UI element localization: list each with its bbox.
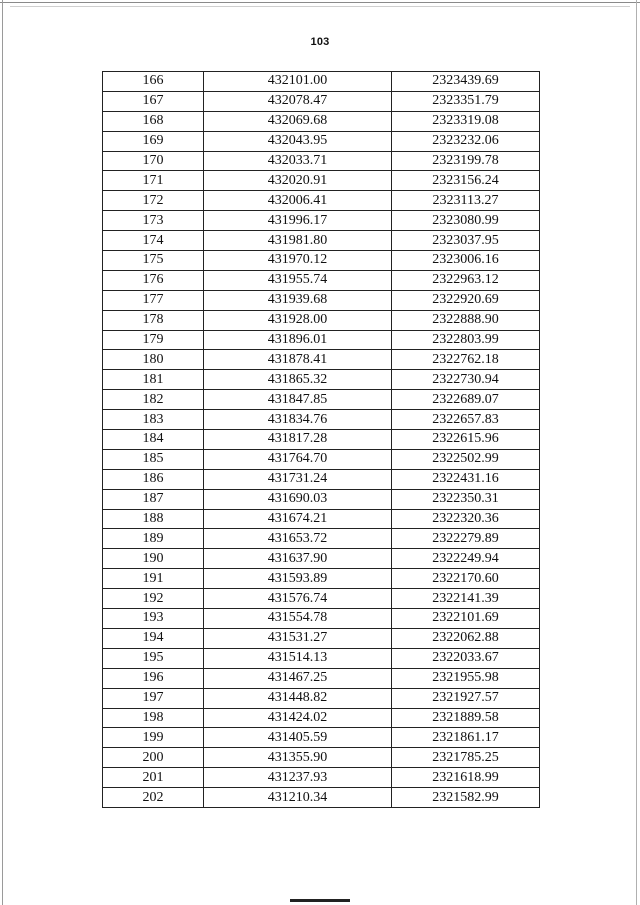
x-coordinate-cell: 431690.03 xyxy=(204,489,392,509)
table-row xyxy=(103,708,540,728)
y-coordinate-cell: 2323232.06 xyxy=(392,131,540,151)
x-coordinate-cell: 431405.59 xyxy=(204,728,392,748)
table-row xyxy=(103,609,540,629)
y-coordinate-cell: 2322101.69 xyxy=(392,609,540,629)
table-row xyxy=(103,549,540,569)
x-coordinate-cell: 431955.74 xyxy=(204,270,392,290)
point-number-cell: 170 xyxy=(103,151,204,171)
x-coordinate-cell: 431674.21 xyxy=(204,509,392,529)
point-number-cell: 199 xyxy=(103,728,204,748)
y-coordinate-cell: 2323156.24 xyxy=(392,171,540,191)
table-row xyxy=(103,111,540,131)
y-coordinate-cell: 2321955.98 xyxy=(392,668,540,688)
table-row xyxy=(103,211,540,231)
point-number-cell: 174 xyxy=(103,231,204,251)
table-row xyxy=(103,509,540,529)
table-row xyxy=(103,668,540,688)
x-coordinate-cell: 431878.41 xyxy=(204,350,392,370)
x-coordinate-cell: 431653.72 xyxy=(204,529,392,549)
point-number-cell: 192 xyxy=(103,589,204,609)
y-coordinate-cell: 2321785.25 xyxy=(392,748,540,768)
table-row xyxy=(103,270,540,290)
point-number-cell: 187 xyxy=(103,489,204,509)
y-coordinate-cell: 2321889.58 xyxy=(392,708,540,728)
point-number-cell: 197 xyxy=(103,688,204,708)
x-coordinate-cell: 431970.12 xyxy=(204,251,392,271)
point-number-cell: 191 xyxy=(103,569,204,589)
table-row xyxy=(103,529,540,549)
y-coordinate-cell: 2322431.16 xyxy=(392,469,540,489)
table-row xyxy=(103,330,540,350)
point-number-cell: 200 xyxy=(103,748,204,768)
table-row xyxy=(103,430,540,450)
y-coordinate-cell: 2321861.17 xyxy=(392,728,540,748)
point-number-cell: 201 xyxy=(103,768,204,788)
x-coordinate-cell: 432101.00 xyxy=(204,72,392,92)
scan-bottom-mark xyxy=(290,899,350,902)
y-coordinate-cell: 2322170.60 xyxy=(392,569,540,589)
x-coordinate-cell: 431847.85 xyxy=(204,390,392,410)
x-coordinate-cell: 431939.68 xyxy=(204,290,392,310)
point-number-cell: 171 xyxy=(103,171,204,191)
page-number: 103 xyxy=(310,36,330,48)
x-coordinate-cell: 431637.90 xyxy=(204,549,392,569)
table-row xyxy=(103,410,540,430)
table-row xyxy=(103,788,540,808)
table-row xyxy=(103,489,540,509)
y-coordinate-cell: 2322762.18 xyxy=(392,350,540,370)
x-coordinate-cell: 431448.82 xyxy=(204,688,392,708)
x-coordinate-cell: 432069.68 xyxy=(204,111,392,131)
y-coordinate-cell: 2323113.27 xyxy=(392,191,540,211)
y-coordinate-cell: 2321582.99 xyxy=(392,788,540,808)
coordinate-table xyxy=(102,71,540,808)
y-coordinate-cell: 2321927.57 xyxy=(392,688,540,708)
x-coordinate-cell: 431210.34 xyxy=(204,788,392,808)
x-coordinate-cell: 431514.13 xyxy=(204,648,392,668)
scan-border-top xyxy=(0,2,640,3)
y-coordinate-cell: 2322249.94 xyxy=(392,549,540,569)
x-coordinate-cell: 431817.28 xyxy=(204,430,392,450)
y-coordinate-cell: 2322657.83 xyxy=(392,410,540,430)
point-number-cell: 180 xyxy=(103,350,204,370)
point-number-cell: 175 xyxy=(103,251,204,271)
table-row xyxy=(103,72,540,92)
y-coordinate-cell: 2322062.88 xyxy=(392,628,540,648)
point-number-cell: 193 xyxy=(103,609,204,629)
x-coordinate-cell: 431928.00 xyxy=(204,310,392,330)
point-number-cell: 189 xyxy=(103,529,204,549)
x-coordinate-cell: 431764.70 xyxy=(204,449,392,469)
x-coordinate-cell: 431731.24 xyxy=(204,469,392,489)
point-number-cell: 183 xyxy=(103,410,204,430)
point-number-cell: 184 xyxy=(103,430,204,450)
table-row xyxy=(103,350,540,370)
y-coordinate-cell: 2323037.95 xyxy=(392,231,540,251)
x-coordinate-cell: 431865.32 xyxy=(204,370,392,390)
y-coordinate-cell: 2322141.39 xyxy=(392,589,540,609)
point-number-cell: 190 xyxy=(103,549,204,569)
point-number-cell: 186 xyxy=(103,469,204,489)
y-coordinate-cell: 2321618.99 xyxy=(392,768,540,788)
table-row xyxy=(103,290,540,310)
x-coordinate-cell: 431467.25 xyxy=(204,668,392,688)
table-row xyxy=(103,628,540,648)
y-coordinate-cell: 2323006.16 xyxy=(392,251,540,271)
coordinate-table-body xyxy=(103,72,540,808)
table-row xyxy=(103,131,540,151)
table-row xyxy=(103,390,540,410)
y-coordinate-cell: 2323319.08 xyxy=(392,111,540,131)
y-coordinate-cell: 2323080.99 xyxy=(392,211,540,231)
point-number-cell: 178 xyxy=(103,310,204,330)
table-row xyxy=(103,648,540,668)
table-row xyxy=(103,569,540,589)
table-row xyxy=(103,768,540,788)
y-coordinate-cell: 2322730.94 xyxy=(392,370,540,390)
point-number-cell: 176 xyxy=(103,270,204,290)
x-coordinate-cell: 431424.02 xyxy=(204,708,392,728)
x-coordinate-cell: 431531.27 xyxy=(204,628,392,648)
x-coordinate-cell: 432078.47 xyxy=(204,91,392,111)
table-row xyxy=(103,310,540,330)
table-row xyxy=(103,688,540,708)
table-row xyxy=(103,728,540,748)
table-row xyxy=(103,589,540,609)
x-coordinate-cell: 431576.74 xyxy=(204,589,392,609)
point-number-cell: 172 xyxy=(103,191,204,211)
point-number-cell: 166 xyxy=(103,72,204,92)
x-coordinate-cell: 432043.95 xyxy=(204,131,392,151)
y-coordinate-cell: 2322920.69 xyxy=(392,290,540,310)
x-coordinate-cell: 431996.17 xyxy=(204,211,392,231)
point-number-cell: 169 xyxy=(103,131,204,151)
y-coordinate-cell: 2322502.99 xyxy=(392,449,540,469)
y-coordinate-cell: 2322033.67 xyxy=(392,648,540,668)
y-coordinate-cell: 2322615.96 xyxy=(392,430,540,450)
point-number-cell: 182 xyxy=(103,390,204,410)
x-coordinate-cell: 432020.91 xyxy=(204,171,392,191)
y-coordinate-cell: 2322888.90 xyxy=(392,310,540,330)
table-row xyxy=(103,171,540,191)
scan-border-top-inner xyxy=(10,6,630,7)
x-coordinate-cell: 431554.78 xyxy=(204,609,392,629)
table-row xyxy=(103,251,540,271)
point-number-cell: 173 xyxy=(103,211,204,231)
y-coordinate-cell: 2322279.89 xyxy=(392,529,540,549)
point-number-cell: 202 xyxy=(103,788,204,808)
y-coordinate-cell: 2323351.79 xyxy=(392,91,540,111)
point-number-cell: 181 xyxy=(103,370,204,390)
y-coordinate-cell: 2322963.12 xyxy=(392,270,540,290)
x-coordinate-cell: 431981.80 xyxy=(204,231,392,251)
table-row xyxy=(103,191,540,211)
table-row xyxy=(103,231,540,251)
x-coordinate-cell: 432033.71 xyxy=(204,151,392,171)
x-coordinate-cell: 431237.93 xyxy=(204,768,392,788)
y-coordinate-cell: 2322350.31 xyxy=(392,489,540,509)
point-number-cell: 188 xyxy=(103,509,204,529)
x-coordinate-cell: 431834.76 xyxy=(204,410,392,430)
point-number-cell: 198 xyxy=(103,708,204,728)
table-row xyxy=(103,748,540,768)
table-row xyxy=(103,151,540,171)
x-coordinate-cell: 432006.41 xyxy=(204,191,392,211)
scan-border-left xyxy=(2,0,3,905)
x-coordinate-cell: 431355.90 xyxy=(204,748,392,768)
table-row xyxy=(103,91,540,111)
y-coordinate-cell: 2323439.69 xyxy=(392,72,540,92)
table-row xyxy=(103,449,540,469)
point-number-cell: 185 xyxy=(103,449,204,469)
x-coordinate-cell: 431896.01 xyxy=(204,330,392,350)
point-number-cell: 194 xyxy=(103,628,204,648)
x-coordinate-cell: 431593.89 xyxy=(204,569,392,589)
point-number-cell: 196 xyxy=(103,668,204,688)
point-number-cell: 167 xyxy=(103,91,204,111)
y-coordinate-cell: 2322689.07 xyxy=(392,390,540,410)
point-number-cell: 179 xyxy=(103,330,204,350)
point-number-cell: 168 xyxy=(103,111,204,131)
scan-border-right xyxy=(636,0,637,905)
y-coordinate-cell: 2322320.36 xyxy=(392,509,540,529)
y-coordinate-cell: 2323199.78 xyxy=(392,151,540,171)
point-number-cell: 195 xyxy=(103,648,204,668)
y-coordinate-cell: 2322803.99 xyxy=(392,330,540,350)
table-row xyxy=(103,370,540,390)
point-number-cell: 177 xyxy=(103,290,204,310)
table-row xyxy=(103,469,540,489)
